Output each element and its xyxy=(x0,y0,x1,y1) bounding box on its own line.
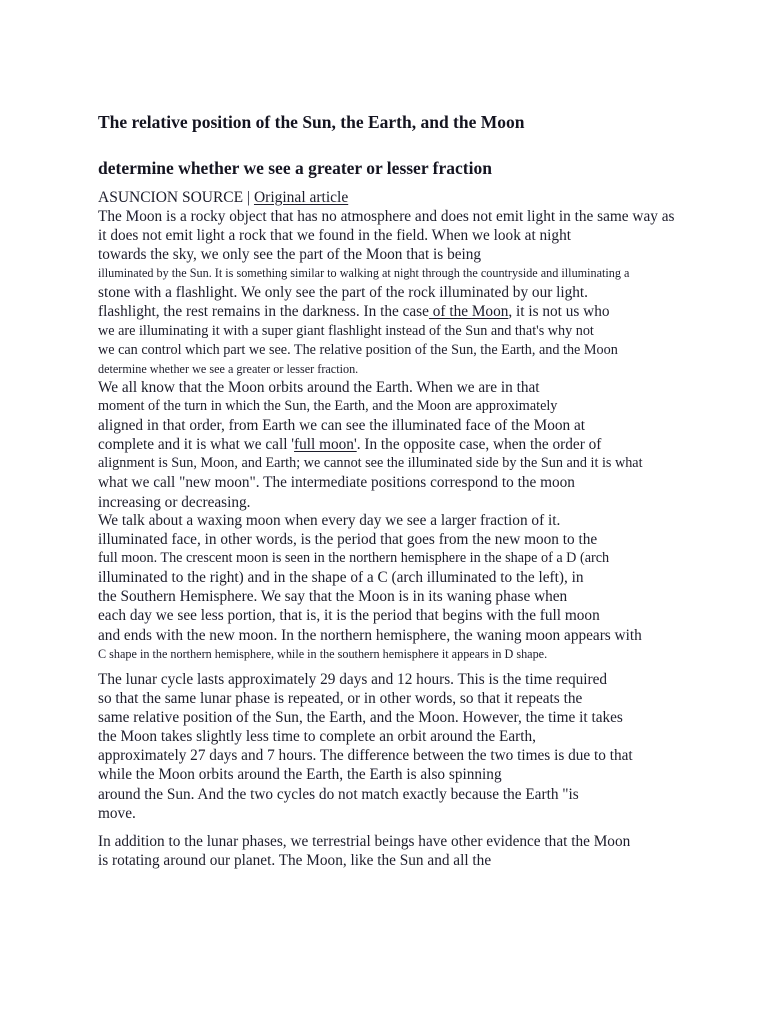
text-line: same relative position of the Sun, the Earth, and the Moon. However, the time it takes xyxy=(98,709,623,727)
text-line: alignment is Sun, Moon, and Earth; we cannot see the illuminated side by the Sun and it is what xyxy=(98,455,643,472)
text-line: the Moon takes slightly less time to complete an orbit around the Earth, xyxy=(98,728,536,746)
text-line: C shape in the northern hemisphere, while in the southern hemisphere it appears in D shape. xyxy=(98,646,548,661)
source-label: ASUNCION SOURCE | xyxy=(98,189,254,206)
moon-link[interactable]: of the Moon xyxy=(428,303,509,321)
text-line: The lunar cycle lasts approximately 29 days and 12 hours. This is the time required xyxy=(98,671,608,688)
original-article-link[interactable]: Original article xyxy=(253,189,349,206)
text-segment: . In the opposite case, when the order of xyxy=(356,436,602,454)
text-segment: flashlight, the rest remains in the darkness. In the case xyxy=(98,303,429,321)
text-line: so that the same lunar phase is repeated, or in other words, so that it repeats the xyxy=(98,690,583,708)
text-line: The Moon is a rocky object that has no atmosphere and does not emit light in the same way as xyxy=(98,208,675,225)
text-line: We talk about a waxing moon when every day we see a larger fraction of it. xyxy=(98,512,561,529)
text-line: and ends with the new moon. In the northern hemisphere, the waning moon appears with xyxy=(98,626,642,644)
text-line xyxy=(98,435,738,454)
text-line: stone with a flashlight. We only see the part of the rock illuminated by our light. xyxy=(98,284,589,302)
text-segment: , it is not us who xyxy=(508,303,610,321)
paragraph-3 xyxy=(98,511,738,664)
text-line: full moon. The crescent moon is seen in the northern hemisphere in the shape of a D (arch xyxy=(98,550,610,567)
text-line: determine whether we see a greater or lesser fraction. xyxy=(98,361,359,376)
text-segment: complete and it is what we call ' xyxy=(98,436,295,454)
text-line: illuminated to the right) and in the shape of a C (arch illuminated to the left), in xyxy=(98,569,584,587)
paragraph-4 xyxy=(98,670,738,823)
paragraph-2 xyxy=(98,378,738,512)
text-line: while the Moon orbits around the Earth, the Earth is also spinning xyxy=(98,766,502,784)
article-title: The relative position of the Sun, the Earth, and the Moon xyxy=(98,112,525,132)
text-line: we can control which part we see. The relative position of the Sun, the Earth, and the Moon xyxy=(98,341,618,358)
text-line: increasing or decreasing. xyxy=(98,493,251,511)
text-line: illuminated face, in other words, is the period that goes from the new moon to the xyxy=(98,531,598,549)
text-line: what we call "new moon". The intermediate positions correspond to the moon xyxy=(98,474,575,492)
text-line: move. xyxy=(98,804,136,822)
text-line: illuminated by the Sun. It is something similar to walking at night through the countryside and illuminating a xyxy=(98,266,630,281)
text-line xyxy=(98,302,738,321)
source-line xyxy=(98,189,348,207)
paragraph-5 xyxy=(98,832,738,870)
article-subtitle: determine whether we see a greater or lesser fraction xyxy=(98,158,492,178)
text-line: each day we see less portion, that is, it is the period that begins with the full moon xyxy=(98,607,600,625)
text-line: around the Sun. And the two cycles do not match exactly because the Earth "is xyxy=(98,785,579,803)
text-line: we are illuminating it with a super giant flashlight instead of the Sun and that's why not xyxy=(98,322,594,339)
text-line: moment of the turn in which the Sun, the Earth, and the Moon are approximately xyxy=(98,398,558,415)
full-moon-link[interactable]: full moon' xyxy=(294,436,357,454)
text-line: the Southern Hemisphere. We say that the Moon is in its waning phase when xyxy=(98,588,568,606)
text-line: towards the sky, we only see the part of the Moon that is being xyxy=(98,246,482,264)
text-line: it does not emit light a rock that we found in the field. When we look at night xyxy=(98,227,571,245)
text-line: is rotating around our planet. The Moon, like the Sun and all the xyxy=(98,852,492,870)
text-line: approximately 27 days and 7 hours. The difference between the two times is due to that xyxy=(98,747,633,765)
text-line: aligned in that order, from Earth we can see the illuminated face of the Moon at xyxy=(98,417,586,435)
text-line: We all know that the Moon orbits around the Earth. When we are in that xyxy=(98,379,540,396)
paragraph-1 xyxy=(98,207,738,379)
text-line: In addition to the lunar phases, we terrestrial beings have other evidence that the Moon xyxy=(98,833,631,850)
